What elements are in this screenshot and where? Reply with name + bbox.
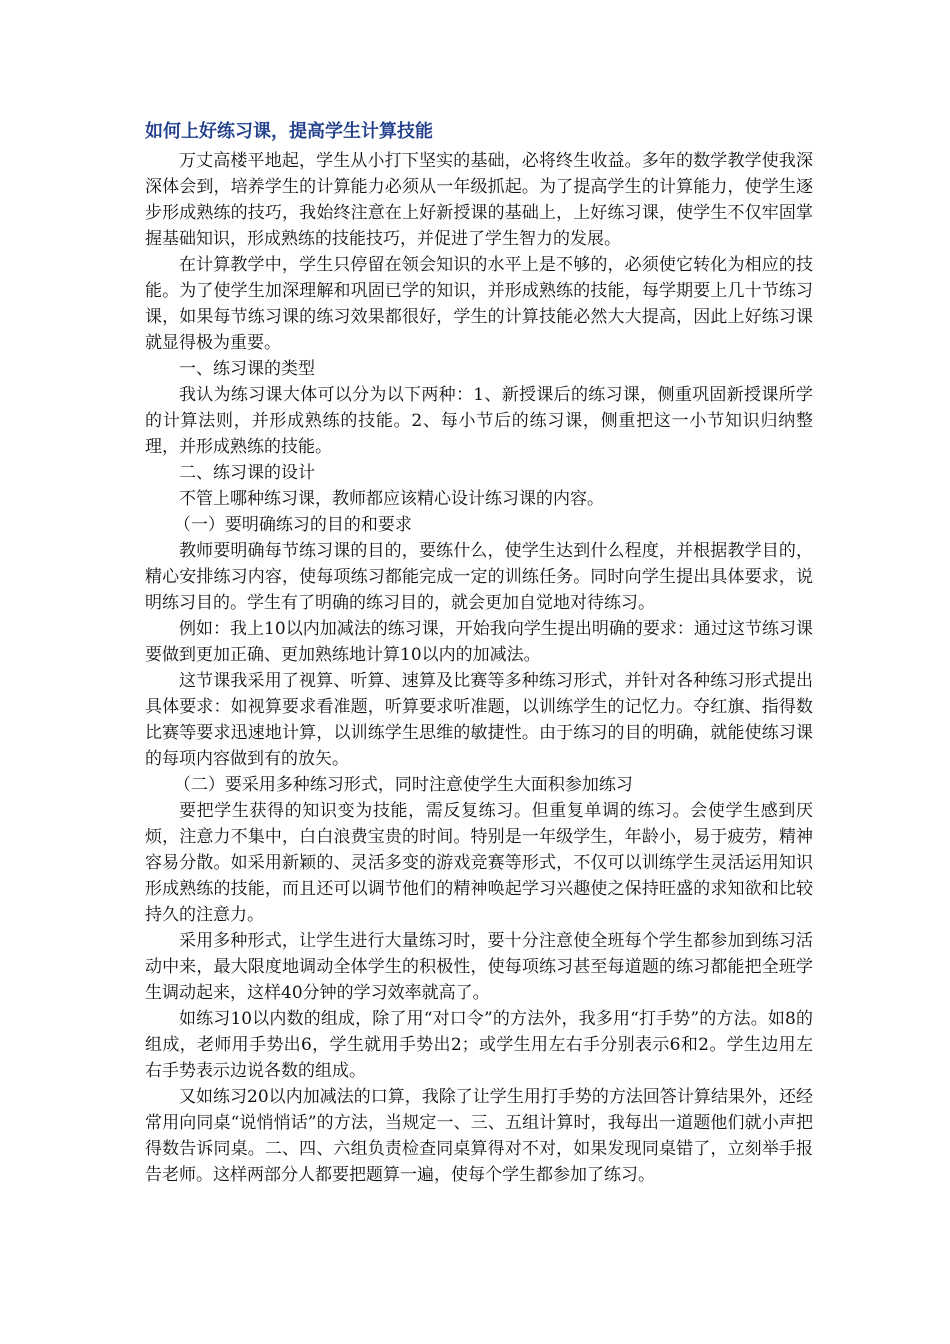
body-paragraph: 教师要明确每节练习课的目的，要练什么，使学生达到什么程度，并根据教学目的，精心安排练习内容，使每项练习都能完成一定的训练任务。同时向学生提出具体要求，说明练习目的。学生有了明确的练习目的，就会更加自觉地对待练习。 — [145, 541, 813, 613]
body-paragraph: 如练习10以内数的组成，除了用“对口令”的方法外，我多用“打手势”的方法。如8的组成，老师用手势出6，学生就用手势出2；或学生用左右手分别表示6和2。学生边用左右手势表示边说各数的组成。 — [145, 1009, 813, 1081]
body-paragraph: 又如练习20以内加减法的口算，我除了让学生用打手势的方法回答计算结果外，还经常用向同桌“说悄悄话”的方法，当规定一、三、五组计算时，我每出一道题他们就小声把得数告诉同桌。二、四、六组负责检查同桌算得对不对，如果发现同桌错了，立刻举手报告老师。这样两部分人都要把题算一遍，使每个学生都参加了练习。 — [145, 1087, 813, 1185]
body-paragraph: 在计算教学中，学生只停留在领会知识的水平上是不够的，必须使它转化为相应的技能。为了使学生加深理解和巩固已学的知识，并形成熟练的技能，每学期要上几十节练习课，如果每节练习课的练习效果都很好，学生的计算技能必然大大提高，因此上好练习课就显得极为重要。 — [145, 255, 813, 353]
body-paragraph: 我认为练习课大体可以分为以下两种：1、新授课后的练习课，侧重巩固新授课所学的计算法则，并形成熟练的技能。2、每小节后的练习课，侧重把这一小节知识归纳整理，并形成熟练的技能。 — [145, 385, 813, 457]
body-paragraph: 要把学生获得的知识变为技能，需反复练习。但重复单调的练习。会使学生感到厌烦，注意力不集中，白白浪费宝贵的时间。特别是一年级学生，年龄小，易于疲劳，精神容易分散。如采用新颖的、灵活多变的游戏竞赛等形式，不仅可以训练学生灵活运用知识形成熟练的技能，而且还可以调节他们的精神唤起学习兴趣使之保持旺盛的求知欲和比较持久的注意力。 — [145, 801, 813, 925]
body-paragraph: 这节课我采用了视算、听算、速算及比赛等多种练习形式，并针对各种练习形式提出具体要求：如视算要求看准题，听算要求听准题，以训练学生的记忆力。夺红旗、指得数比赛等要求迅速地计算，以训练学生思维的敏捷性。由于练习的目的明确，就能使练习课的每项内容做到有的放矢。 — [145, 671, 813, 769]
section-heading: （二）要采用多种练习形式，同时注意使学生大面积参加练习 — [173, 775, 633, 795]
document-title: 如何上好练习课，提高学生计算技能 — [145, 121, 433, 142]
document-page — [145, 118, 813, 1188]
section-heading: （一）要明确练习的目的和要求 — [173, 515, 412, 535]
body-paragraph: 万丈高楼平地起，学生从小打下坚实的基础，必将终生收益。多年的数学教学使我深深体会到，培养学生的计算能力必须从一年级抓起。为了提高学生的计算能力，使学生逐步形成熟练的技巧，我始终注意在上好新授课的基础上，上好练习课，使学生不仅牢固掌握基础知识，形成熟练的技能技巧，并促进了学生智力的发展。 — [145, 151, 813, 249]
body-paragraph: 采用多种形式，让学生进行大量练习时，要十分注意使全班每个学生都参加到练习活动中来，最大限度地调动全体学生的积极性，使每项练习甚至每道题的练习都能把全班学生调动起来，这样40分钟的学习效率就高了。 — [145, 931, 813, 1003]
section-heading: 二、练习课的设计 — [179, 463, 315, 483]
body-paragraph: 不管上哪种练习课，教师都应该精心设计练习课的内容。 — [179, 489, 604, 509]
document-body — [145, 148, 813, 1188]
section-heading: 一、练习课的类型 — [179, 359, 315, 379]
body-paragraph: 例如：我上10以内加减法的练习课，开始我向学生提出明确的要求：通过这节练习课要做到更加正确、更加熟练地计算10以内的加减法。 — [145, 619, 813, 665]
